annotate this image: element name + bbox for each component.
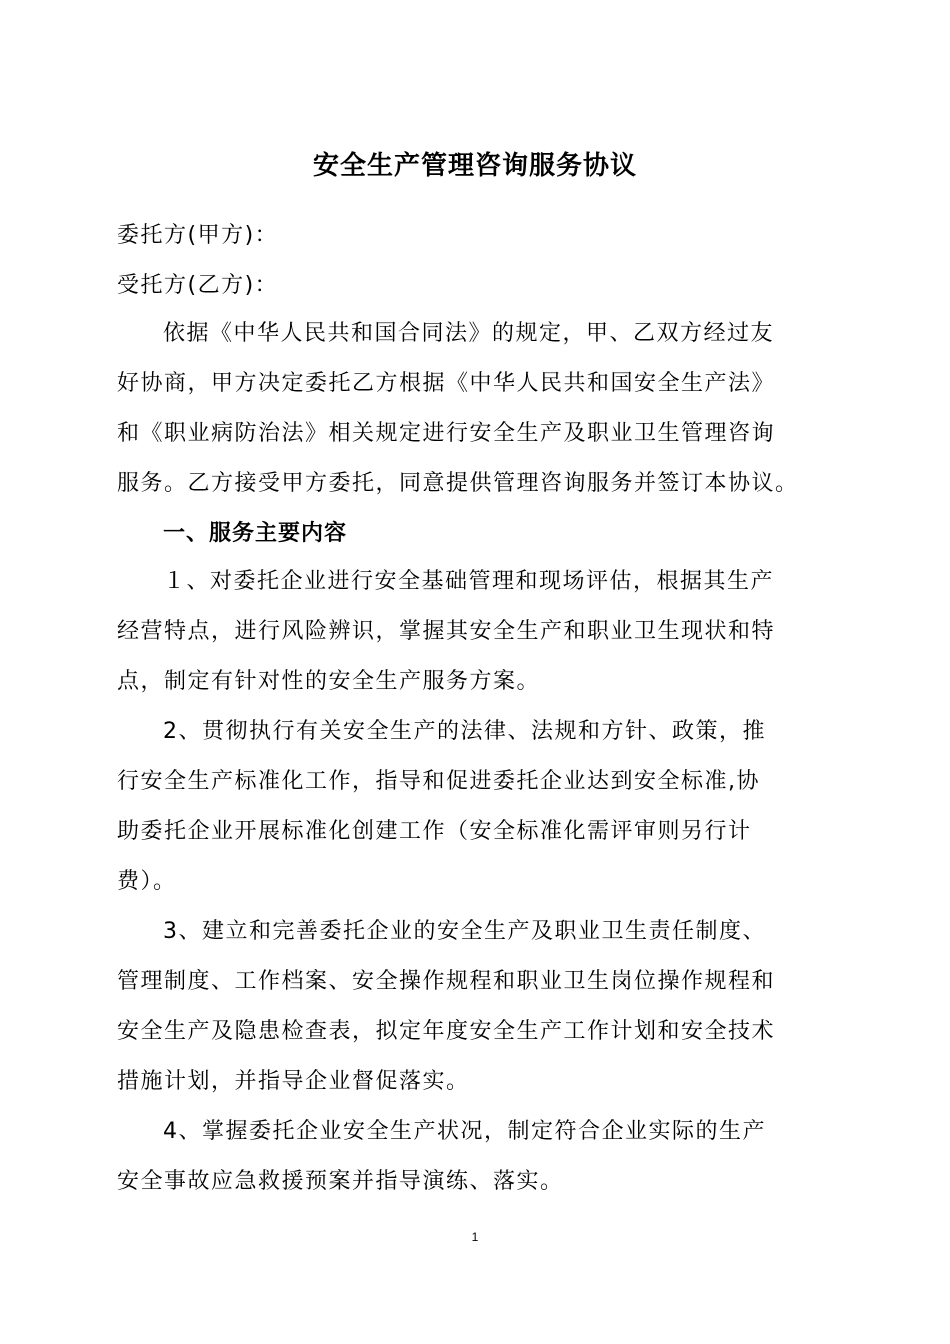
item-4-line-1: 4、掌握委托企业安全生产状况，制定符合企业实际的生产 xyxy=(163,1119,766,1144)
item-3-line-1: 3、建立和完善委托企业的安全生产及职业卫生责任制度、 xyxy=(163,919,766,944)
item-3-line-4: 措施计划，并指导企业督促落实。 xyxy=(117,1069,470,1094)
item-2-line-4: 费）。 xyxy=(117,869,177,894)
item-3-line-2: 管理制度、工作档案、安全操作规程和职业卫生岗位操作规程和 xyxy=(117,969,776,994)
intro-line-1: 依据《中华人民共和国合同法》的规定，甲、乙双方经过友 xyxy=(163,321,775,346)
item-1-line-2: 经营特点，进行风险辨识，掌握其安全生产和职业卫生现状和特 xyxy=(117,619,776,644)
intro-line-2: 好协商，甲方决定委托乙方根据《中华人民共和国安全生产法》 xyxy=(117,371,776,396)
section-heading: 一、服务主要内容 xyxy=(163,521,348,546)
party-a-label: 委托方(甲方)： xyxy=(117,223,279,248)
page-number: 1 xyxy=(471,1230,479,1244)
document-title: 安全生产管理咨询服务协议 xyxy=(312,151,637,181)
item-2-line-1: 2、贯彻执行有关安全生产的法律、法规和方针、政策，推 xyxy=(163,719,766,744)
intro-line-3: 和《职业病防治法》相关规定进行安全生产及职业卫生管理咨询 xyxy=(117,421,776,446)
intro-line-4: 服务。乙方接受甲方委托，同意提供管理咨询服务并签订本协议。 xyxy=(117,471,799,496)
item-2-line-3: 助委托企业开展标准化创建工作（安全标准化需评审则另行计 xyxy=(117,819,752,844)
item-3-line-3: 安全生产及隐患检查表，拟定年度安全生产工作计划和安全技术 xyxy=(117,1019,776,1044)
item-1-line-1: １、对委托企业进行安全基础管理和现场评估，根据其生产 xyxy=(163,569,775,594)
item-1-line-3: 点，制定有针对性的安全生产服务方案。 xyxy=(117,669,541,694)
item-4-line-2: 安全事故应急救援预案并指导演练、落实。 xyxy=(117,1169,564,1194)
party-b-label: 受托方(乙方)： xyxy=(117,273,279,298)
item-2-line-2: 行安全生产标准化工作，指导和促进委托企业达到安全标准,协 xyxy=(117,769,760,794)
